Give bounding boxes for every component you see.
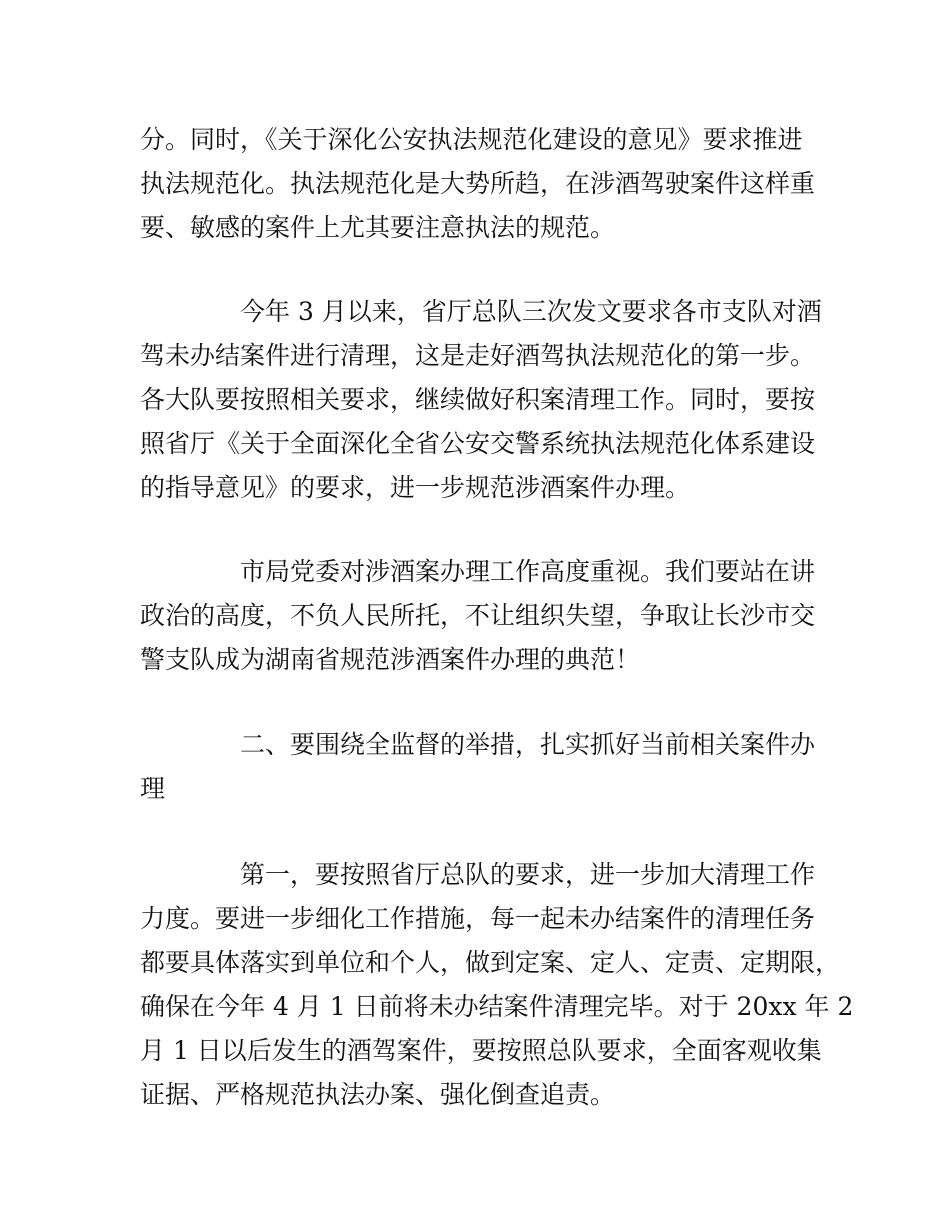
paragraph-line: 证据、严格规范执法办案、强化倒查追责。 (140, 1080, 616, 1109)
paragraph-5 (140, 853, 854, 1117)
paragraph-line: 力度。要进一步细化工作措施，每一起未办结案件的清理任务 (140, 904, 816, 933)
paragraph-line: 警支队成为湖南省规范涉酒案件办理的典范！ (140, 645, 641, 674)
paragraph-line: 照省厅《关于全面深化全省公安交警系统执法规范化体系建设 (140, 429, 816, 458)
paragraph-line: 驾未办结案件进行清理，这是走好酒驾执法规范化的第一步。 (140, 341, 816, 370)
paragraph-line: 第一，要按照省厅总队的要求，进一步加大清理工作 (240, 860, 816, 889)
paragraph-line: 市局党委对涉酒案办理工作高度重视。我们要站在讲 (240, 557, 816, 586)
paragraph-line: 月 1 日以后发生的酒驾案件，要按照总队要求，全面客观收集 (140, 1036, 822, 1065)
paragraph-line: 要、敏感的案件上尤其要注意执法的规范。 (140, 213, 616, 242)
heading-line: 理 (140, 774, 166, 803)
paragraph-1 (140, 118, 840, 250)
paragraph-line: 政治的高度，不负人民所托，不让组织失望，争取让长沙市交 (140, 601, 816, 630)
heading-line: 二、要围绕全监督的举措，扎实抓好当前相关案件办 (240, 730, 816, 759)
paragraph-line: 各大队要按照相关要求，继续做好积案清理工作。同时，要按 (140, 385, 816, 414)
paragraph-line: 的指导意见》的要求，进一步规范涉酒案件办理。 (140, 473, 691, 502)
paragraph-line: 分。同时，《关于深化公安执法规范化建设的意见》要求推进 (140, 125, 803, 154)
paragraph-line: 执法规范化。执法规范化是大势所趋，在涉酒驾驶案件这样重 (140, 169, 816, 198)
paragraph-line: 确保在今年 4 月 1 日前将未办结案件清理完毕。对于 20xx 年 2 (140, 992, 854, 1021)
section-heading (140, 723, 840, 811)
paragraph-2 (140, 290, 840, 510)
paragraph-line: 今年 3 月以来，省厅总队三次发文要求各市支队对酒 (240, 297, 822, 326)
paragraph-3 (140, 550, 840, 682)
paragraph-line: 都要具体落实到单位和个人，做到定案、定人、定责、定期限， (140, 948, 841, 977)
